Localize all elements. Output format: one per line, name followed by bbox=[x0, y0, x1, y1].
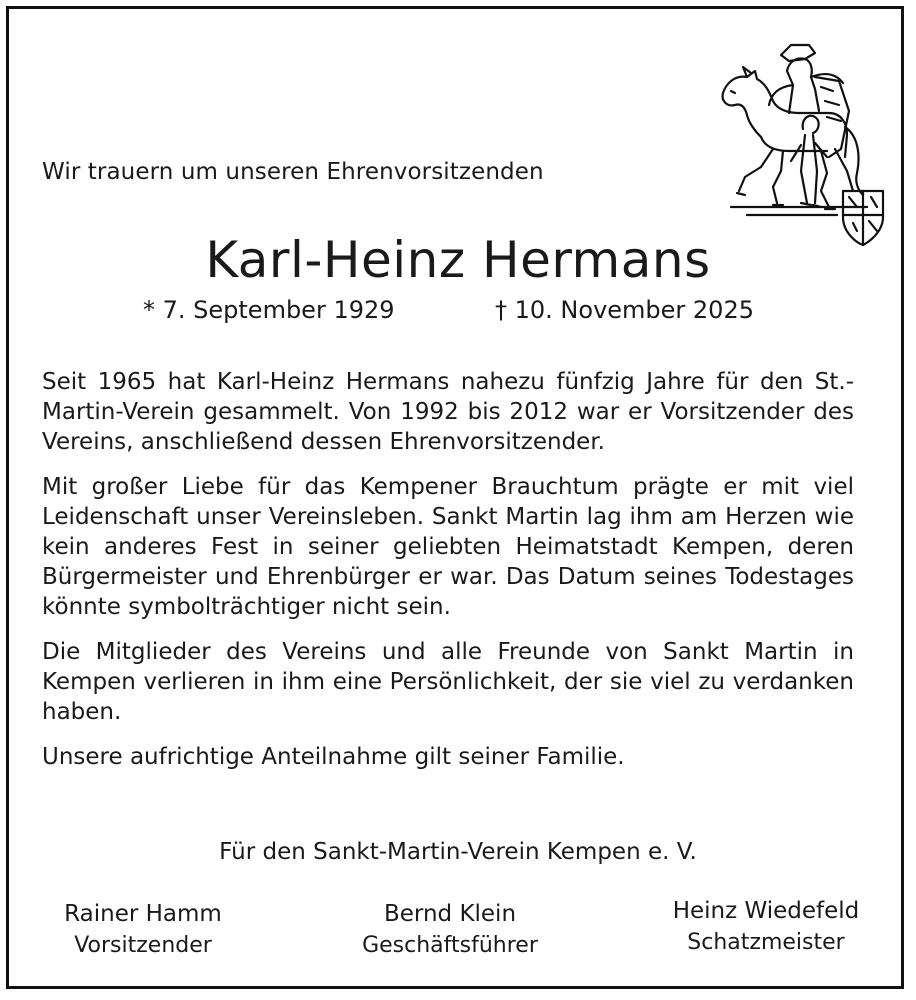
signatory-name: Bernd Klein bbox=[383, 901, 517, 927]
signatory-name: Rainer Hamm bbox=[64, 901, 222, 927]
deceased-name: Karl-Heinz Hermans bbox=[205, 231, 711, 289]
st-martin-horseback-icon bbox=[717, 31, 887, 249]
obituary-notice bbox=[6, 6, 904, 989]
paragraph: Mit großer Liebe für das Kempener Brauchtum prägte er mit viel Leidenschaft unser Vereinsleben. Sankt Martin lag ihm am Herzen wie kein anderes Fest in seiner geliebten Heimatstadt Kempen, deren Bürgermeister und Ehrenbürger er war. Das Datum seines Todestages könnte symbolträchtiger nicht sein. bbox=[42, 474, 854, 620]
signatory-role: Schatzmeister bbox=[687, 930, 845, 955]
birth-date: * 7. September 1929 bbox=[143, 296, 395, 324]
mourning-intro: Wir trauern um unseren Ehrenvorsitzenden bbox=[42, 159, 544, 185]
death-date: † 10. November 2025 bbox=[495, 296, 754, 324]
signatory-role: Vorsitzender bbox=[74, 933, 212, 958]
on-behalf-line: Für den Sankt-Martin-Verein Kempen e. V. bbox=[219, 839, 697, 865]
signatory-name: Heinz Wiedefeld bbox=[672, 898, 860, 924]
paragraph: Seit 1965 hat Karl-Heinz Hermans nahezu fünfzig Jahre für den St.-Martin-Verein gesammelt. Von 1992 bis 2012 war er Vorsitzender des Vereins, anschließend dessen Ehrenvorsitzender. bbox=[42, 369, 854, 455]
signatory bbox=[636, 896, 896, 958]
signatory bbox=[13, 899, 273, 961]
signatory bbox=[320, 899, 580, 961]
obituary-text bbox=[42, 367, 854, 787]
paragraph: Unsere aufrichtige Anteilnahme gilt seiner Familie. bbox=[42, 744, 625, 770]
paragraph: Die Mitglieder des Vereins und alle Freunde von Sankt Martin in Kempen verlieren in ihm eine Persönlichkeit, der sie viel zu verdanken haben. bbox=[42, 639, 854, 725]
signatory-role: Geschäftsführer bbox=[362, 933, 538, 958]
